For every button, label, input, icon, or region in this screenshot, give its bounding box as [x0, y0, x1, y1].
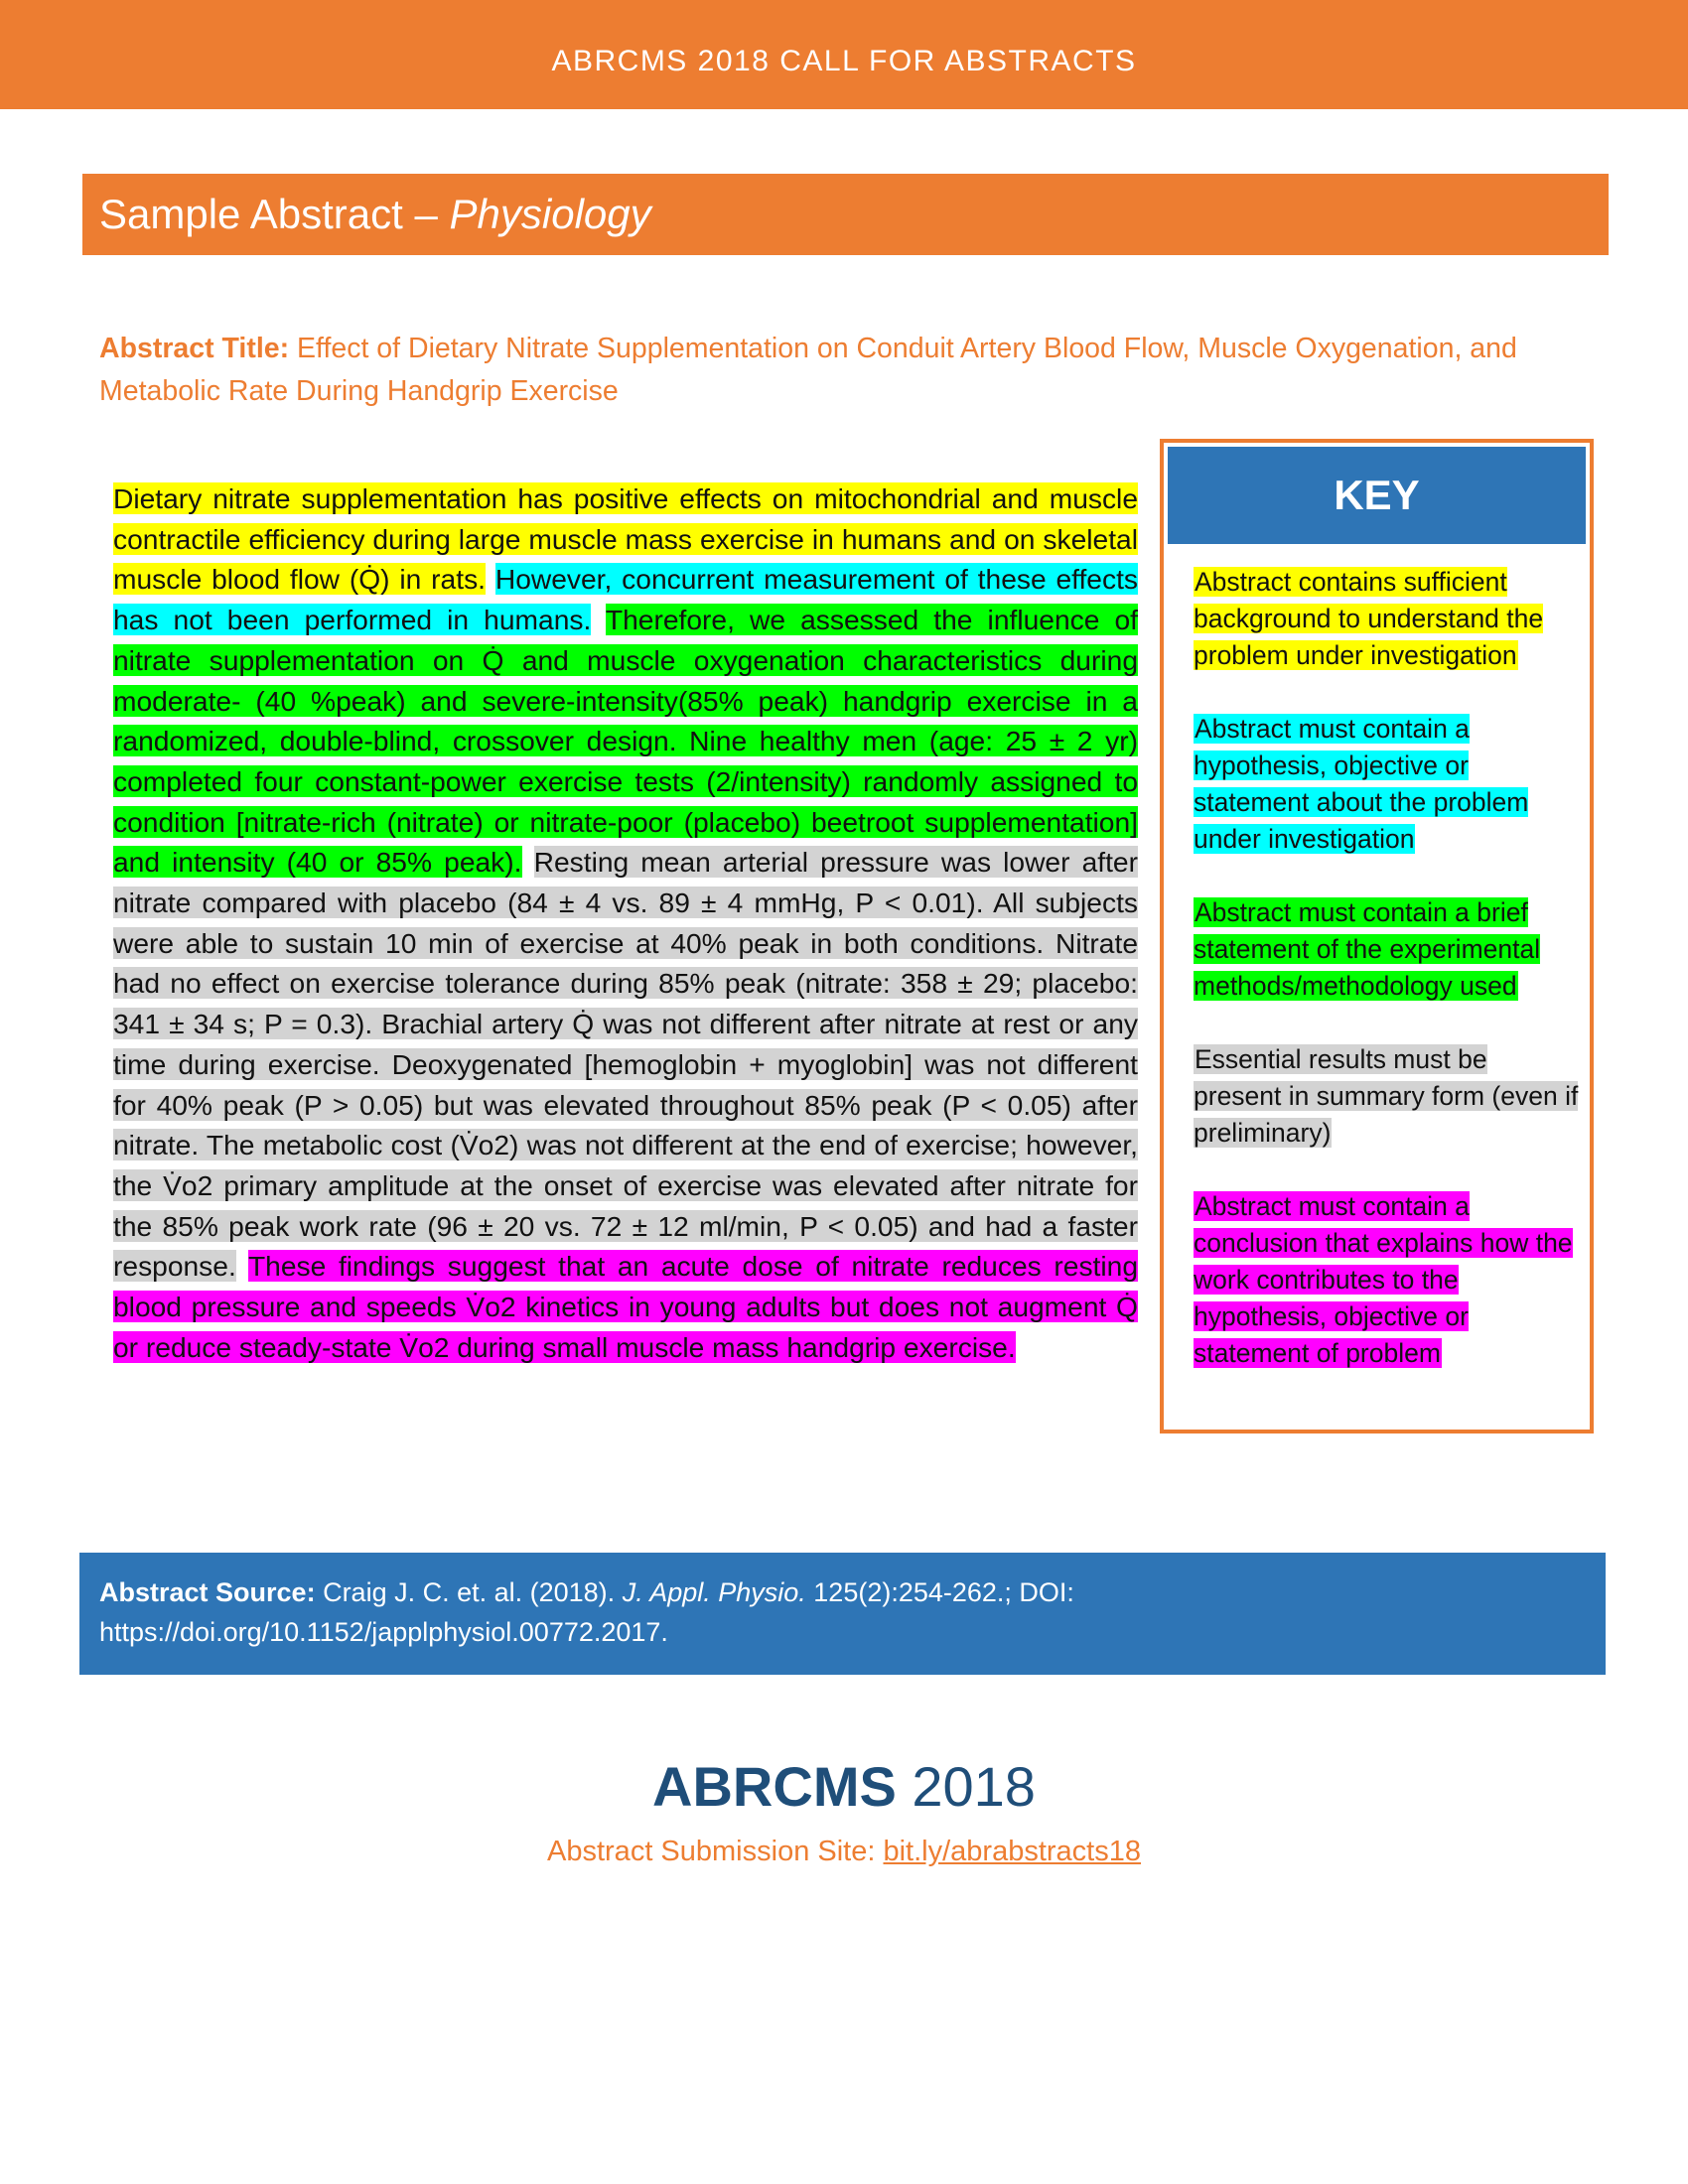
key-item-hypothesis	[1194, 711, 1581, 858]
key-item-results	[1194, 1041, 1581, 1152]
key-item-background	[1194, 564, 1581, 674]
footer-brand	[0, 1752, 1688, 1822]
abstract-title-text: Effect of Dietary Nitrate Supplementation on Conduit Artery Blood Flow, Muscle Oxygenation, and Metabolic Rate During Handgrip Exercise	[99, 333, 1517, 407]
abstract-source	[79, 1553, 1606, 1675]
key-item-text: Abstract contains sufficient background to understand the problem under investigation	[1194, 567, 1544, 670]
footer-brand-bold: ABRCMS	[652, 1755, 897, 1818]
source-journal: J. Appl. Physio.	[622, 1577, 806, 1607]
abstract-results: Resting mean arterial pressure was lower after nitrate compared with placebo (84 ± 4 vs. 89 ± 4 mmHg, P < 0.01). All subjects were able to sustain 10 min of exercise at 40% peak in both conditions. Nitrate had no effect on exercise tolerance during 85% peak (nitrate: 358 ± 29; placebo: 341 ± 34 s; P = 0.3). Brachial artery Q̇ was not different after nitrate at rest or any time during exercise. Deoxygenated [hemoglobin + myoglobin] was not different for 40% peak (P > 0.05) but was elevated throughout 85% peak (P < 0.05) after nitrate. The metabolic cost (V̇o2) was not different at the end of exercise; however, the V̇o2 primary amplitude at the onset of exercise was elevated after nitrate for the 85% peak work rate (96 ± 20 vs. 72 ± 12 ml/min, P < 0.05) and had a faster response.	[113, 846, 1138, 1283]
source-authors: Craig J. C. et. al. (2018).	[315, 1577, 623, 1607]
key-item-text: Essential results must be present in summary form (even if preliminary)	[1194, 1044, 1579, 1148]
key-panel	[1160, 439, 1594, 1433]
header-banner	[0, 0, 1688, 109]
footer-submission	[0, 1832, 1688, 1871]
source-label: Abstract Source:	[99, 1577, 316, 1607]
key-title: KEY	[1168, 447, 1586, 544]
section-title-italic: Physiology	[449, 191, 651, 237]
abstract-hypothesis: However, concurrent measurement of these effects has not been performed in humans.	[113, 563, 1138, 636]
abstract-title	[99, 328, 1589, 413]
submission-label: Abstract Submission Site:	[547, 1836, 884, 1867]
submission-link[interactable]: bit.ly/abrabstracts18	[883, 1836, 1141, 1867]
key-item-text: Abstract must contain a hypothesis, objective or statement about the problem under investigation	[1194, 714, 1529, 854]
key-item-methods	[1194, 894, 1581, 1005]
section-title	[82, 174, 1609, 255]
source-citation: 125(2):254-262.; DOI: https://doi.org/10.1152/japplphysiol.00772.2017.	[99, 1577, 1074, 1647]
key-item-text: Abstract must contain a conclusion that explains how the work contributes to the hypothesis, objective or statement of problem	[1194, 1191, 1573, 1368]
abstract-methods: Therefore, we assessed the influence of nitrate supplementation on Q̇ and muscle oxygenation characteristics during moderate- (40 %peak) and severe-intensity(85% peak) handgrip exercise in a randomized, double-blind, crossover design. Nine healthy men (age: 25 ± 2 yr) completed four constant-power exercise tests (2/intensity) randomly assigned to condition [nitrate-rich (nitrate) or nitrate-poor (placebo) beetroot supplementation] and intensity (40 or 85% peak).	[113, 604, 1138, 879]
abstract-conclusion: These findings suggest that an acute dose of nitrate reduces resting blood pressure and speeds V̇o2 kinetics in young adults but does not augment Q̇ or reduce steady-state V̇o2 during small muscle mass handgrip exercise.	[113, 1250, 1138, 1363]
header-banner-text: ABRCMS 2018 CALL FOR ABSTRACTS	[551, 45, 1137, 77]
abstract-title-label: Abstract Title:	[99, 333, 290, 364]
abstract-body	[113, 478, 1138, 1367]
key-item-text: Abstract must contain a brief statement of the experimental methods/methodology used	[1194, 897, 1541, 1001]
section-title-prefix: Sample Abstract –	[99, 191, 450, 237]
footer-brand-year: 2018	[896, 1755, 1036, 1818]
key-item-conclusion	[1194, 1188, 1581, 1372]
abstract-background: Dietary nitrate supplementation has positive effects on mitochondrial and muscle contractile efficiency during large muscle mass exercise in humans and on skeletal muscle blood flow (Q̇) in rats.	[113, 482, 1138, 596]
